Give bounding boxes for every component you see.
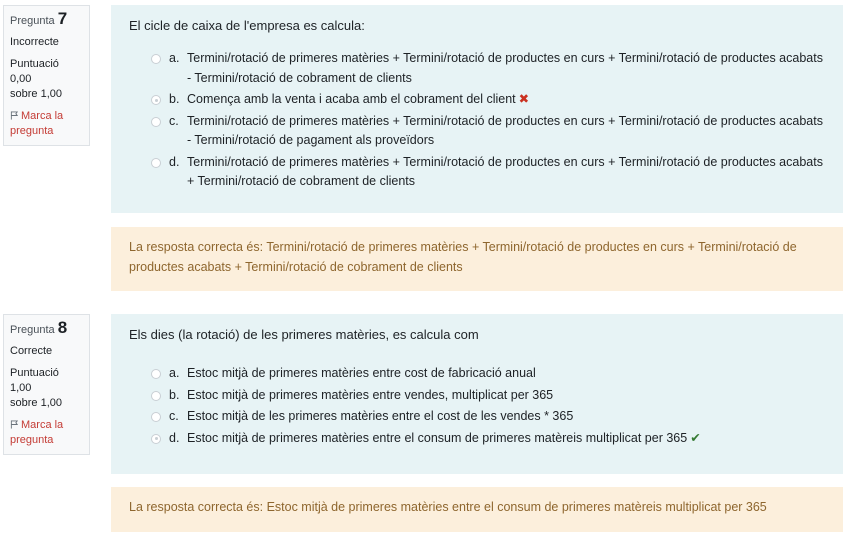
answer-options <box>129 49 825 192</box>
flag-icon <box>10 420 19 429</box>
radio-button-selected[interactable] <box>151 434 161 444</box>
radio-button[interactable] <box>151 117 161 127</box>
radio-button[interactable] <box>151 391 161 401</box>
question-state: Correcte <box>10 345 53 357</box>
radio-button-selected[interactable] <box>151 95 161 105</box>
question-info-7 <box>3 5 90 146</box>
answer-option-d[interactable]: d. Estoc mitjà de primeres matèries entre el consum de primeres matèreis multiplicat per 365 ✔ <box>151 429 825 449</box>
question-content-7 <box>111 5 843 213</box>
radio-button[interactable] <box>151 369 161 379</box>
correct-answer-feedback-7: La resposta correcta és: Termini/rotació de primeres matèries + Termini/rotació de productes en curs + Termini/rotació de productes acabats + Termini/rotació de cobrament de clients <box>111 227 843 291</box>
flag-question-link[interactable]: Marca la pregunta <box>10 110 64 137</box>
question-text: Els dies (la rotació) de les primeres matèries, es calcula com <box>129 327 479 342</box>
correct-answer-feedback-8: La resposta correcta és: Estoc mitjà de primeres matèries entre el consum de primeres matèreis multiplicat per 365 <box>111 487 843 532</box>
radio-button[interactable] <box>151 412 161 422</box>
answer-options <box>129 364 825 448</box>
question-text: El cicle de caixa de l'empresa es calcula: <box>129 18 365 33</box>
question-number: 7 <box>57 9 68 28</box>
question-number: 8 <box>57 318 68 337</box>
radio-button[interactable] <box>151 54 161 64</box>
answer-option-a[interactable]: a. Estoc mitjà de primeres matèries entre cost de fabricació anual <box>151 364 825 384</box>
question-content-8 <box>111 314 843 474</box>
answer-option-d[interactable]: d. Termini/rotació de primeres matèries + Termini/rotació de productes en curs + Termini/rotació de productes acabats + Termini/rotació de cobrament de clients <box>151 153 825 192</box>
question-number-line: Pregunta 7 <box>10 9 68 28</box>
answer-option-c[interactable]: c. Termini/rotació de primeres matèries + Termini/rotació de productes en curs + Termini/rotació de productes acabats - Termini/rotació de pagament als proveïdors <box>151 112 825 151</box>
answer-option-b[interactable]: b. Estoc mitjà de primeres matèries entre vendes, multiplicat per 365 <box>151 386 825 406</box>
answer-option-c[interactable]: c. Estoc mitjà de les primeres matèries entre el cost de les vendes * 365 <box>151 407 825 427</box>
question-number-line: Pregunta 8 <box>10 318 68 337</box>
question-grade: Puntuació 0,00 sobre 1,00 <box>10 58 62 100</box>
flag-question-link[interactable]: Marca la pregunta <box>10 419 64 446</box>
question-state: Incorrecte <box>10 36 59 48</box>
question-grade: Puntuació 1,00 sobre 1,00 <box>10 367 62 409</box>
flag-icon <box>10 111 19 120</box>
question-info-8 <box>3 314 90 455</box>
answer-option-b[interactable]: b. Comença amb la venta i acaba amb el cobrament del client ✖ <box>151 90 825 110</box>
incorrect-icon: ✖ <box>518 92 530 106</box>
answer-option-a[interactable]: a. Termini/rotació de primeres matèries + Termini/rotació de productes en curs + Termini/rotació de productes acabats - Termini/rotació de cobrament de clients <box>151 49 825 88</box>
radio-button[interactable] <box>151 158 161 168</box>
correct-check-icon: ✔ <box>690 430 701 445</box>
